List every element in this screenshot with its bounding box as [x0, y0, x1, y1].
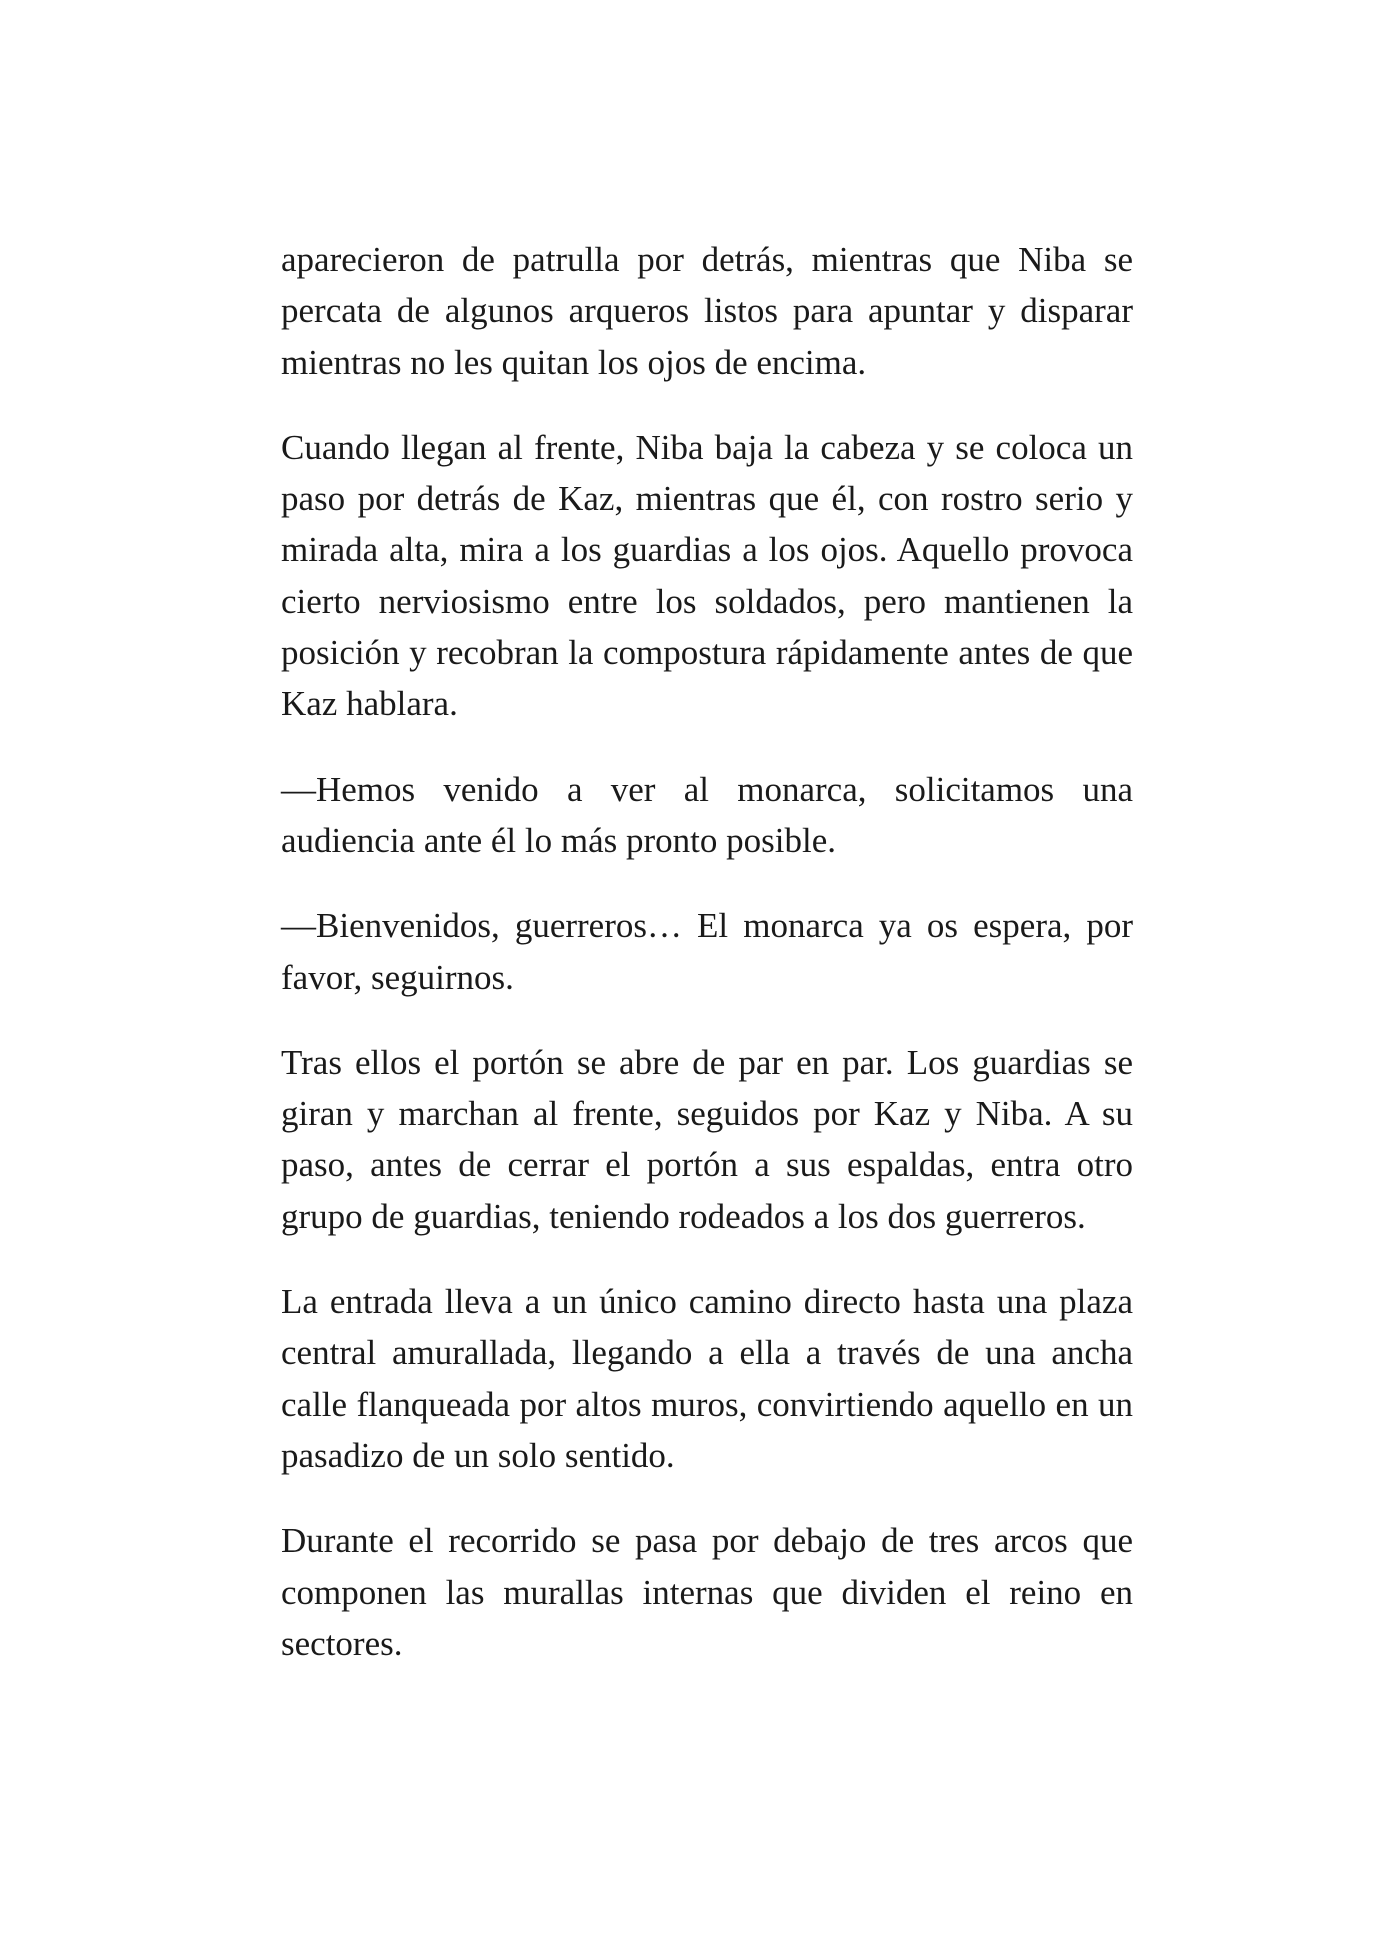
paragraph-4: La entrada lleva a un único camino directo hasta una plaza central amurallada, llegando a ella a través de una ancha calle flanqueada por altos muros, convirtiendo aquello en un pasadizo de un solo sentido.	[281, 1282, 1133, 1475]
paragraph-2: Cuando llegan al frente, Niba baja la cabeza y se coloca un paso por detrás de Kaz, mientras que él, con rostro serio y mirada alta, mira a los guardias a los ojos. Aquello provoca cierto nerviosismo entre los soldados, pero mantienen la posición y recobran la compostura rápidamente antes de que Kaz hablara.	[281, 427, 1133, 724]
dialogue-paragraph-1: —Hemos venido a ver al monarca, solicitamos una audiencia ante él lo más pronto posible.	[281, 769, 1133, 860]
page-body-text	[281, 234, 1133, 1669]
paragraph-1: aparecieron de patrulla por detrás, mientras que Niba se percata de algunos arqueros listos para apuntar y disparar mientras no les quitan los ojos de encima.	[281, 240, 1133, 382]
paragraph-5: Durante el recorrido se pasa por debajo de tres arcos que componen las murallas internas que dividen el reino en sectores.	[281, 1521, 1133, 1663]
dialogue-paragraph-2: —Bienvenidos, guerreros… El monarca ya os espera, por favor, seguirnos.	[281, 906, 1133, 997]
paragraph-3: Tras ellos el portón se abre de par en par. Los guardias se giran y marchan al frente, seguidos por Kaz y Niba. A su paso, antes de cerrar el portón a sus espaldas, entra otro grupo de guardias, teniendo rodeados a los dos guerreros.	[281, 1042, 1133, 1236]
